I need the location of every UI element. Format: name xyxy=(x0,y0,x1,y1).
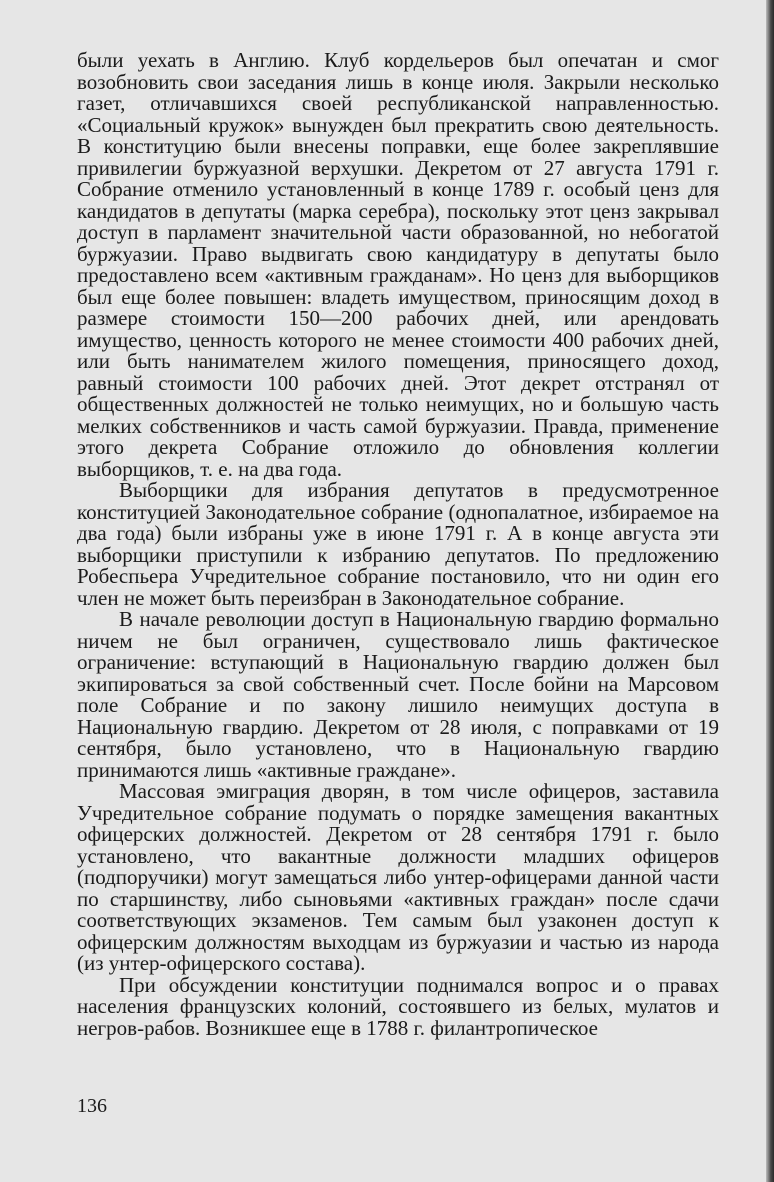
body-text xyxy=(77,50,719,1039)
paragraph-4: Массовая эмиграция дворян, в том числе офицеров, заставила Учредительное собрание подумать о порядке замещения вакантных офицерских должностей. Декретом от 28 сентября 1791 г. было установлено, что вакантные должности младших офицеров (подпоручики) могут замещаться либо унтер-офицерами данной части по старшинству, либо сыновьями «активных граждан» после сдачи соответствующих экзаменов. Тем самым был узаконен доступ к офицерским должностям выходцам из буржуазии и частью из народа (из унтер-офицерского состава). xyxy=(77,779,719,975)
paragraph-5: При обсуждении конституции поднимался вопрос и о правах населения французских колоний, состоявшего из белых, мулатов и негров-рабов. Возникшее еще в 1788 г. филантропическое xyxy=(77,972,719,1040)
paragraph-2: Выборщики для избрания депутатов в предусмотренное конституцией Законодательное собрание (однопалатное, избираемое на два года) были избраны уже в июне 1791 г. А в конце августа эти выборщики приступили к избранию депутатов. По предложению Робеспьера Учредительное собрание постановило, что ни один его член не может быть переизбран в Законодательное собрание. xyxy=(77,478,719,610)
page-edge-shadow xyxy=(766,0,774,1182)
page-number: 136 xyxy=(77,1095,107,1117)
paragraph-1: были уехать в Англию. Клуб кордельеров был опечатан и смог возобновить свои заседания лишь в конце июля. Закрыли несколько газет, отличавшихся своей республиканской направленностью. «Социальный кружок» вынужден был прекратить свою деятельность. В конституцию были внесены поправки, еще более закреплявшие привилегии буржуазной верхушки. Декретом от 27 августа 1791 г. Собрание отменило установленный в конце 1789 г. особый ценз для кандидатов в депутаты (марка серебра), поскольку этот ценз закрывал доступ в парламент значительной части образованной, но небогатой буржуазии. Право выдвигать свою кандидатуру в депутаты было предоставлено всем «активным гражданам». Но ценз для выборщиков был еще более повышен: владеть имуществом, приносящим доход в размере стоимости 150—200 рабочих дней, или арендовать имущество, ценность которого не менее стоимости 400 рабочих дней, или быть нанимателем жилого помещения, приносящего доход, равный стоимости 100 рабочих дней. Этот декрет отстранял от общественных должностей не только неимущих, но и большую часть мелких собственников и часть самой буржуазии. Правда, применение этого декрета Собрание отложило до обновления коллегии выборщиков, т. е. на два года. xyxy=(77,48,719,481)
paragraph-3: В начале революции доступ в Национальную гвардию формально ничем не был ограничен, существовало лишь фактическое ограничение: вступающий в Национальную гвардию должен был экипироваться за свой собственный счет. После бойни на Марсовом поле Собрание и по закону лишило неимущих доступа в Национальную гвардию. Декретом от 28 июля, с поправками от 19 сентября, было установлено, что в Национальную гвардию принимаются лишь «активные граждане». xyxy=(77,607,719,782)
